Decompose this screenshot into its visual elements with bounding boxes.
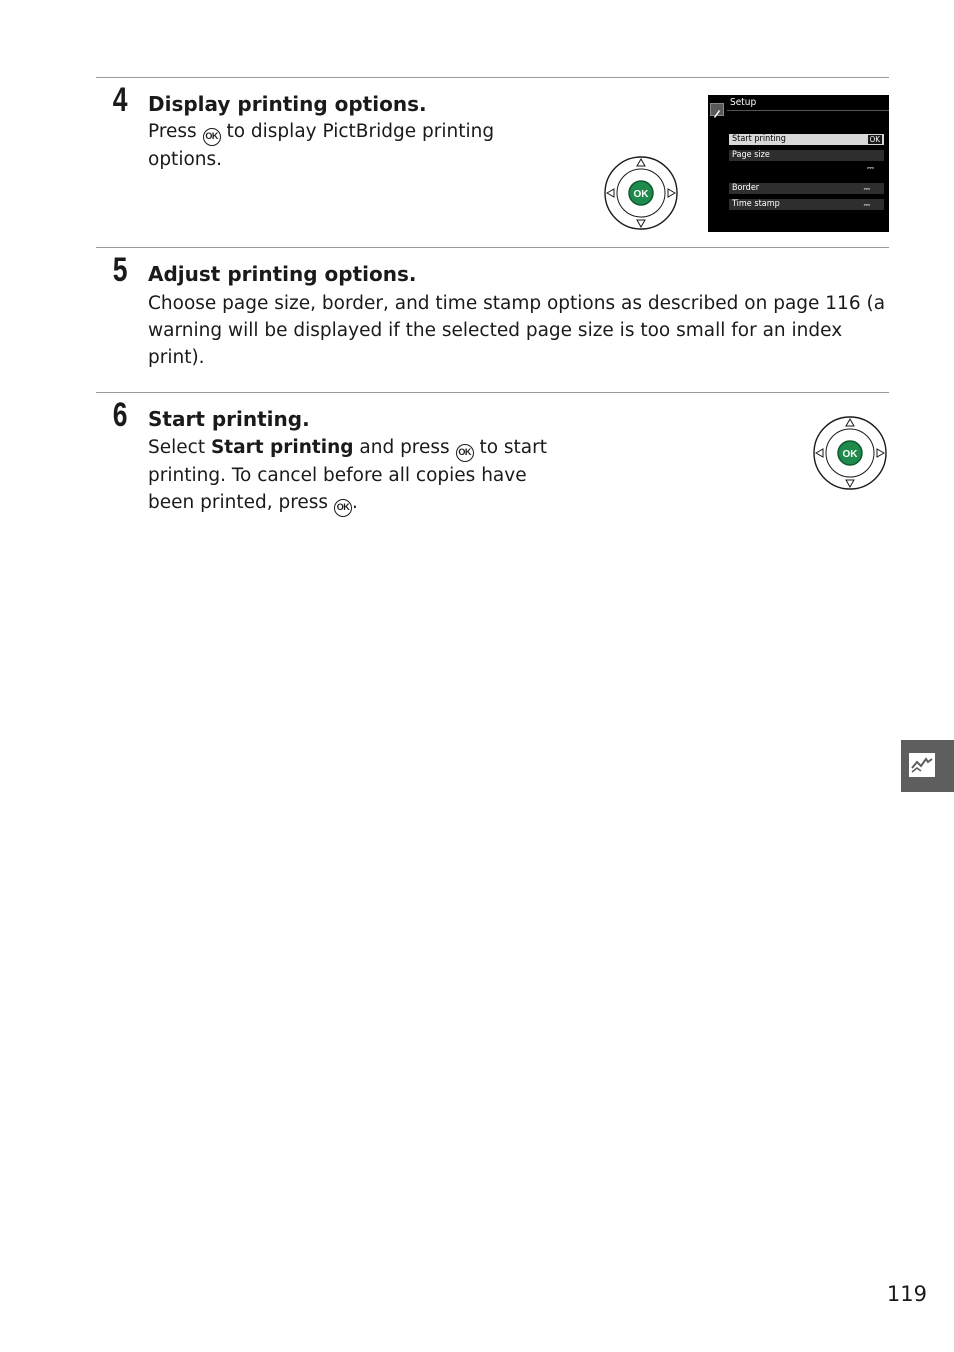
multi-selector-icon	[812, 415, 888, 491]
divider-step-6	[96, 392, 889, 393]
menu-item-label: Time stamp	[732, 199, 780, 209]
ok-button-icon: OK	[203, 128, 221, 146]
step-6-title: Start printing.	[148, 407, 310, 431]
menu-item-time-stamp[interactable]	[729, 199, 884, 210]
page-number: 119	[886, 1282, 927, 1306]
step-4-title: Display printing options.	[148, 92, 427, 116]
step-5-title: Adjust printing options.	[148, 262, 417, 286]
step-number-6: 6	[112, 396, 128, 434]
step-4-text-a: Press	[148, 121, 203, 142]
page-size-printer-icon: ⎓	[866, 164, 874, 174]
camera-screen	[708, 95, 889, 232]
step-6-text-c: to start printing. To cancel before all copies have been printed, press	[148, 437, 547, 513]
step-4-body	[148, 118, 528, 173]
screen-title-divider	[727, 110, 889, 111]
start-printing-term: Start printing	[210, 437, 354, 458]
ok-button-icon: OK	[334, 499, 352, 517]
dial-ok-label: OK	[633, 189, 649, 200]
step-6-text-b: and press	[353, 437, 456, 458]
chapter-tab[interactable]	[901, 740, 954, 792]
menu-item-label: Page size	[732, 150, 770, 160]
menu-item-value: OK	[869, 135, 880, 144]
menu-item-label: Border	[732, 183, 760, 193]
border-printer-icon: ⎓	[863, 184, 870, 193]
page-size-value-row	[729, 164, 884, 175]
menu-item-label: Start printing	[732, 134, 786, 144]
step-number-4: 4	[112, 81, 128, 119]
step-6-body	[148, 434, 558, 517]
step-6-text-a: Select	[148, 437, 211, 458]
menu-item-border[interactable]	[729, 183, 884, 194]
step-number-5: 5	[112, 251, 128, 289]
time-stamp-printer-icon: ⎓	[863, 200, 870, 209]
ok-button-icon: OK	[456, 444, 474, 462]
step-4-text-b: to display PictBridge printing options.	[148, 121, 495, 170]
divider-top	[96, 77, 889, 78]
multi-selector-icon	[603, 155, 679, 231]
connection-icon	[909, 753, 935, 777]
step-6-text-d: .	[351, 492, 358, 513]
step-5-body: Choose page size, border, and time stamp options as described on page 116 (a warning will be displayed if the selected page size is too small for an index print).	[148, 293, 886, 368]
menu-item-page-size[interactable]	[729, 150, 884, 161]
menu-item-start-printing[interactable]	[729, 134, 884, 145]
dial-ok-label: OK	[842, 449, 858, 460]
screen-menu-title: Setup	[730, 97, 757, 108]
printer-setup-icon	[710, 103, 724, 116]
divider-step-5	[96, 247, 889, 248]
